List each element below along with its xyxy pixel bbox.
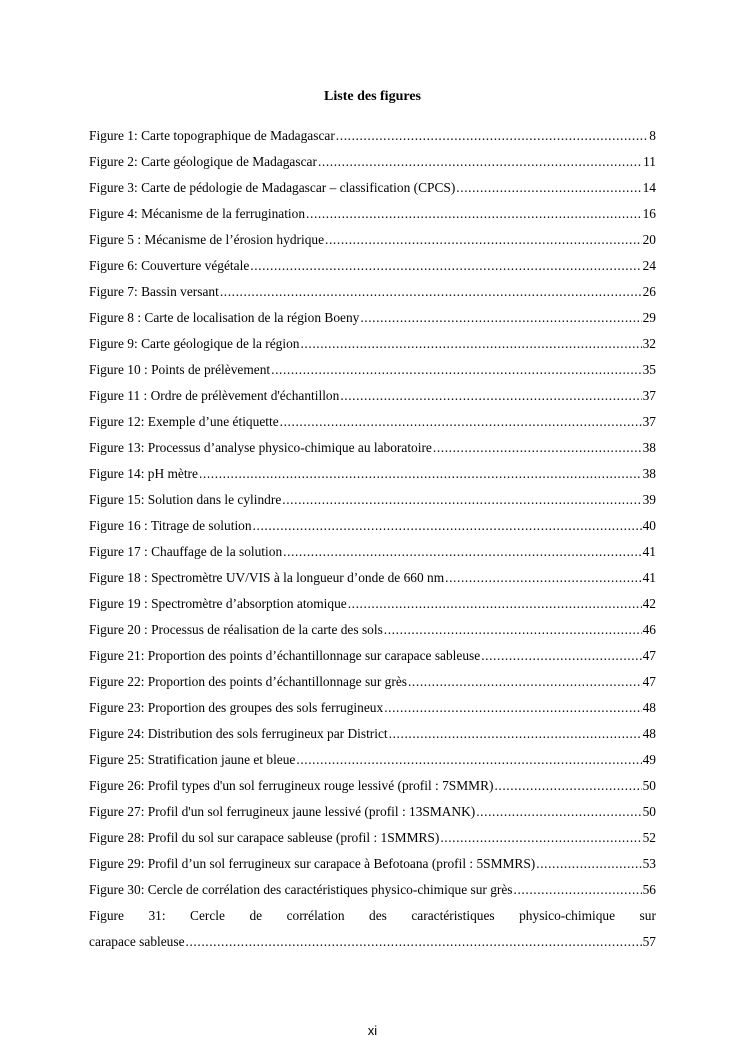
dot-leader xyxy=(318,153,642,171)
figure-entry-page: 38 xyxy=(642,466,656,481)
dot-leader xyxy=(253,517,642,535)
figure-entry xyxy=(89,387,656,413)
figure-entry xyxy=(89,439,656,465)
figure-entry-label: Figure 5 : Mécanisme de l’érosion hydrique xyxy=(89,232,325,247)
figure-entry-page: 29 xyxy=(642,310,656,325)
figure-entry-label: Figure 18 : Spectromètre UV/VIS à la longueur d’onde de 660 nm xyxy=(89,570,445,585)
dot-leader xyxy=(283,543,641,561)
figure-entry-label: Figure 16 : Titrage de solution xyxy=(89,518,252,533)
figure-entry xyxy=(89,803,656,829)
dot-leader xyxy=(384,699,641,717)
dot-leader xyxy=(494,777,641,795)
figure-entry-label: Figure 30: Cercle de corrélation des caractéristiques physico-chimique sur grès xyxy=(89,882,513,897)
figure-entry-page: 56 xyxy=(642,882,656,897)
figure-list xyxy=(89,127,656,959)
figure-entry-label: Figure 11 : Ordre de prélèvement d'échantillon xyxy=(89,388,340,403)
figure-entry-label: Figure 13: Processus d’analyse physico-chimique au laboratoire xyxy=(89,440,432,455)
figure-entry xyxy=(89,283,656,309)
figure-entry-page: 47 xyxy=(642,648,656,663)
dot-leader xyxy=(481,647,641,665)
figure-entry-page: 57 xyxy=(642,934,656,949)
figure-entry xyxy=(89,231,656,257)
figure-entry-page: 46 xyxy=(642,622,656,637)
figure-entry-page: 11 xyxy=(643,154,656,169)
figure-entry-label: Figure 6: Couverture végétale xyxy=(89,258,250,273)
label-word: corrélation xyxy=(286,908,345,923)
figure-entry xyxy=(89,647,656,673)
figure-entry-label-line2: carapace sableuse xyxy=(89,934,185,949)
dot-leader xyxy=(456,179,641,197)
figure-entry-label: Figure 9: Carte géologique de la région xyxy=(89,336,300,351)
figure-entry-label: Figure 2: Carte géologique de Madagascar xyxy=(89,154,317,169)
figure-entry xyxy=(89,205,656,231)
figure-entry-label: Figure 20 : Processus de réalisation de la carte des sols xyxy=(89,622,383,637)
dot-leader xyxy=(220,283,642,301)
dot-leader xyxy=(384,621,642,639)
figure-entry-wrapped xyxy=(89,907,656,959)
figure-entry xyxy=(89,569,656,595)
dot-leader xyxy=(199,465,642,483)
figure-entry-page: 48 xyxy=(642,700,656,715)
dot-leader xyxy=(476,803,641,821)
figure-entry-page: 50 xyxy=(642,778,656,793)
figure-entry-label: Figure 3: Carte de pédologie de Madagascar – classification (CPCS) xyxy=(89,180,456,195)
figure-entry-label: Figure 28: Profil du sol sur carapace sableuse (profil : 1SMMRS) xyxy=(89,830,440,845)
figure-entry xyxy=(89,829,656,855)
figure-entry xyxy=(89,543,656,569)
dot-leader xyxy=(306,205,642,223)
dot-leader xyxy=(300,335,641,353)
dot-leader xyxy=(445,569,641,587)
dot-leader xyxy=(514,881,642,899)
label-word: physico-chimique xyxy=(519,908,616,923)
figure-entry-page: 20 xyxy=(642,232,656,247)
figure-entry-label: Figure 19 : Spectromètre d’absorption atomique xyxy=(89,596,347,611)
figure-entry-label: Figure 7: Bassin versant xyxy=(89,284,219,299)
figure-entry-page: 16 xyxy=(642,206,656,221)
figure-entry xyxy=(89,153,656,179)
figure-entry-label: Figure 12: Exemple d’une étiquette xyxy=(89,414,279,429)
figure-entry-label: Figure 4: Mécanisme de la ferrugination xyxy=(89,206,306,221)
figure-entry xyxy=(89,309,656,335)
figure-entry xyxy=(89,517,656,543)
figure-entry xyxy=(89,777,656,803)
figure-entry-label: Figure 27: Profil d'un sol ferrugineux jaune lessivé (profil : 13SMANK) xyxy=(89,804,476,819)
figure-entry-page: 48 xyxy=(642,726,656,741)
dot-leader xyxy=(280,413,642,431)
figure-entry xyxy=(89,595,656,621)
figure-entry-page: 35 xyxy=(642,362,656,377)
figure-entry xyxy=(89,621,656,647)
figure-entry xyxy=(89,179,656,205)
dot-leader xyxy=(536,855,641,873)
figure-entry xyxy=(89,491,656,517)
figure-entry-label: Figure 17 : Chauffage de la solution xyxy=(89,544,283,559)
figure-entry-label: Figure 10 : Points de prélèvement xyxy=(89,362,271,377)
figure-entry-page: 8 xyxy=(649,128,656,143)
figure-entry xyxy=(89,881,656,907)
figure-entry-label: Figure 15: Solution dans le cylindre xyxy=(89,492,282,507)
figure-entry-page: 40 xyxy=(642,518,656,533)
dot-leader xyxy=(440,829,641,847)
figure-entry xyxy=(89,465,656,491)
figure-entry xyxy=(89,413,656,439)
figure-entry-page: 52 xyxy=(642,830,656,845)
figure-entry-page: 42 xyxy=(642,596,656,611)
figure-entry-page: 49 xyxy=(642,752,656,767)
figure-entry-page: 39 xyxy=(642,492,656,507)
figure-entry-label: Figure 24: Distribution des sols ferrugineux par District xyxy=(89,726,388,741)
dot-leader xyxy=(360,309,641,327)
figure-entry xyxy=(89,257,656,283)
figure-entry xyxy=(89,127,656,153)
figure-entry-label: Figure 23: Proportion des groupes des sols ferrugineux xyxy=(89,700,384,715)
figure-entry-page: 41 xyxy=(642,570,656,585)
figure-entry-page: 38 xyxy=(642,440,656,455)
dot-leader xyxy=(433,439,642,457)
figure-entry-label: Figure 1: Carte topographique de Madagascar xyxy=(89,128,335,143)
figure-entry xyxy=(89,751,656,777)
figure-entry xyxy=(89,335,656,361)
figure-entry-page: 37 xyxy=(642,414,656,429)
dot-leader xyxy=(250,257,641,275)
figure-entry-label: Figure 14: pH mètre xyxy=(89,466,198,481)
dot-leader xyxy=(389,725,642,743)
figure-entry-label: Figure 8 : Carte de localisation de la région Boeny xyxy=(89,310,360,325)
figure-entry-label: Figure 26: Profil types d'un sol ferrugineux rouge lessivé (profil : 7SMMR) xyxy=(89,778,494,793)
figure-entry-page: 26 xyxy=(642,284,656,299)
figure-entry xyxy=(89,725,656,751)
label-word: 31: xyxy=(148,908,166,923)
dot-leader xyxy=(340,387,641,405)
figure-entry-page: 32 xyxy=(642,336,656,351)
figure-entry-page: 41 xyxy=(642,544,656,559)
figure-entry-label: Figure 21: Proportion des points d’échantillonnage sur carapace sableuse xyxy=(89,648,481,663)
label-word: Cercle xyxy=(190,908,225,923)
figure-entry-page: 24 xyxy=(642,258,656,273)
dot-leader xyxy=(271,361,641,379)
dot-leader xyxy=(186,933,642,951)
dot-leader xyxy=(336,127,649,145)
label-word: Figure xyxy=(89,908,124,923)
figure-entry-page: 14 xyxy=(642,180,656,195)
label-word: de xyxy=(249,908,263,923)
figure-entry-page: 53 xyxy=(642,856,656,871)
figure-entry-label: Figure 22: Proportion des points d’échantillonnage sur grès xyxy=(89,674,407,689)
label-word: caractéristiques xyxy=(411,908,495,923)
figure-entry-page: 50 xyxy=(642,804,656,819)
figure-entry xyxy=(89,361,656,387)
page-title: Liste des figures xyxy=(324,89,421,104)
dot-leader xyxy=(325,231,642,249)
page-number: xi xyxy=(367,1023,378,1038)
dot-leader xyxy=(296,751,641,769)
figure-entry-label-line1 xyxy=(89,907,656,933)
figure-entry-page: 37 xyxy=(642,388,656,403)
dot-leader xyxy=(282,491,641,509)
label-word: sur xyxy=(639,908,656,923)
label-word: des xyxy=(369,908,387,923)
figure-entry-label: Figure 29: Profil d’un sol ferrugineux sur carapace à Befotoana (profil : 5SMMRS) xyxy=(89,856,536,871)
dot-leader xyxy=(408,673,642,691)
figure-entry xyxy=(89,699,656,725)
figure-entry-label: Figure 25: Stratification jaune et bleue xyxy=(89,752,296,767)
dot-leader xyxy=(348,595,642,613)
figure-entry-page: 47 xyxy=(642,674,656,689)
figure-entry xyxy=(89,855,656,881)
figure-entry xyxy=(89,673,656,699)
